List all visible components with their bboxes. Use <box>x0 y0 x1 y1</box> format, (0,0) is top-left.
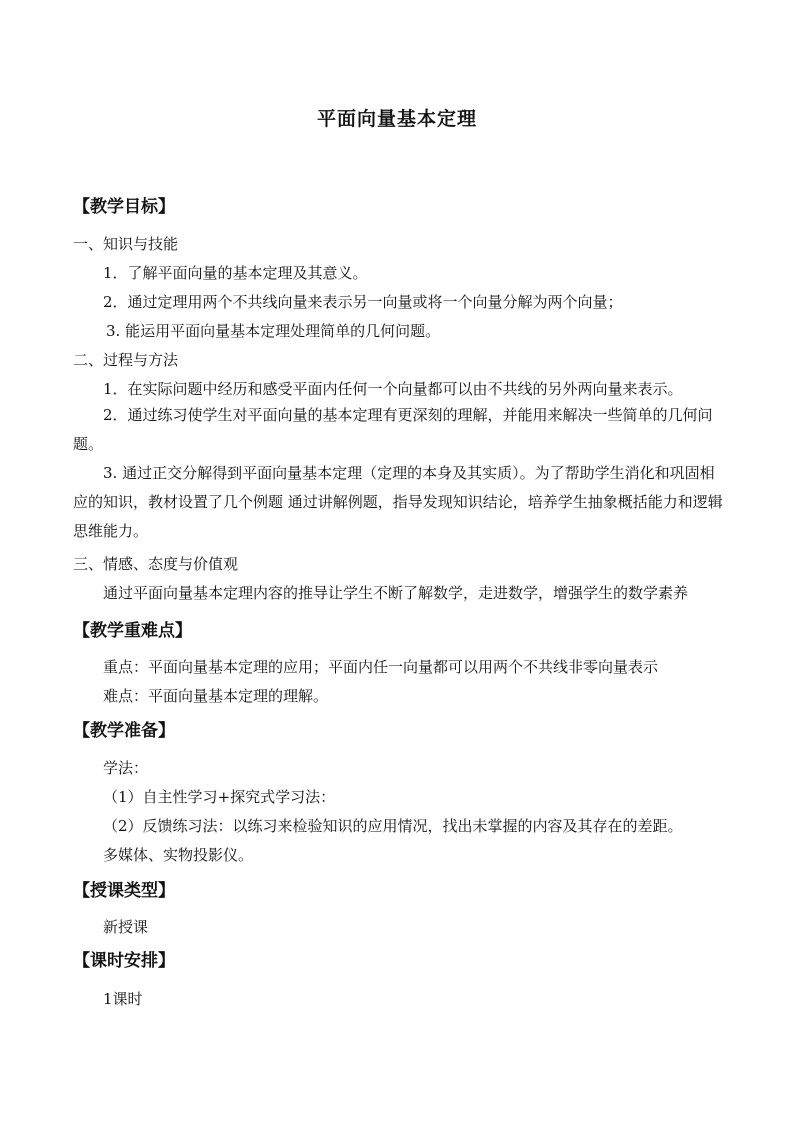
list-item: 2．通过定理用两个不共线向量来表示另一向量或将一个向量分解为两个向量； <box>103 293 623 311</box>
document-title: 平面向量基本定理 <box>316 108 477 130</box>
prep-label: 学法： <box>103 759 149 777</box>
schedule-text: 1课时 <box>103 990 143 1008</box>
list-item: 3. 能运用平面向量基本定理处理简单的几何问题。 <box>106 322 441 340</box>
subsection-label-knowledge: 一、知识与技能 <box>73 235 179 253</box>
list-item: 3. 通过正交分解得到平面向量基本定理（定理的本身及其实质）。为了帮助学生消化和巩固相应的知识，教材设置了几个例题 通过讲解例题，指导发现知识结论，培养学生抽象概括能力和逻辑思维能力。 <box>73 464 723 540</box>
difficult-point-text: 难点：平面向量基本定理的理解。 <box>103 687 329 705</box>
list-item: 2．通过练习使学生对平面向量的基本定理有更深刻的理解，并能用来解决一些简单的几何问题。 <box>73 406 713 453</box>
list-item: （2）反馈练习法：以练习来检验知识的应用情况，找出未掌握的内容及其存在的差距。 <box>103 817 683 835</box>
lesson-type-text: 新授课 <box>103 918 149 936</box>
key-point-text: 重点：平面向量基本定理的应用；平面内任一向量都可以用两个不共线非零向量表示 <box>103 658 659 676</box>
section-heading-schedule: 【课时安排】 <box>73 951 175 971</box>
prep-tools-text: 多媒体、实物投影仪。 <box>103 846 254 864</box>
list-item: 通过平面向量基本定理内容的推导让学生不断了解数学，走进数学，增强学生的数学素养 <box>103 584 689 602</box>
list-item: 1．了解平面向量的基本定理及其意义。 <box>103 264 368 282</box>
section-heading-difficulty: 【教学重难点】 <box>73 621 192 641</box>
section-heading-type: 【授课类型】 <box>73 881 175 901</box>
list-item: 1．在实际问题中经历和感受平面内任何一个向量都可以由不共线的另外两向量来表示。 <box>103 380 683 398</box>
section-heading-goals: 【教学目标】 <box>73 197 175 217</box>
section-heading-prep: 【教学准备】 <box>73 721 175 741</box>
subsection-label-attitude: 三、情感、态度与价值观 <box>73 555 239 573</box>
subsection-label-process: 二、过程与方法 <box>73 351 179 369</box>
list-item: （1）自主性学习+探究式学习法： <box>103 788 336 806</box>
